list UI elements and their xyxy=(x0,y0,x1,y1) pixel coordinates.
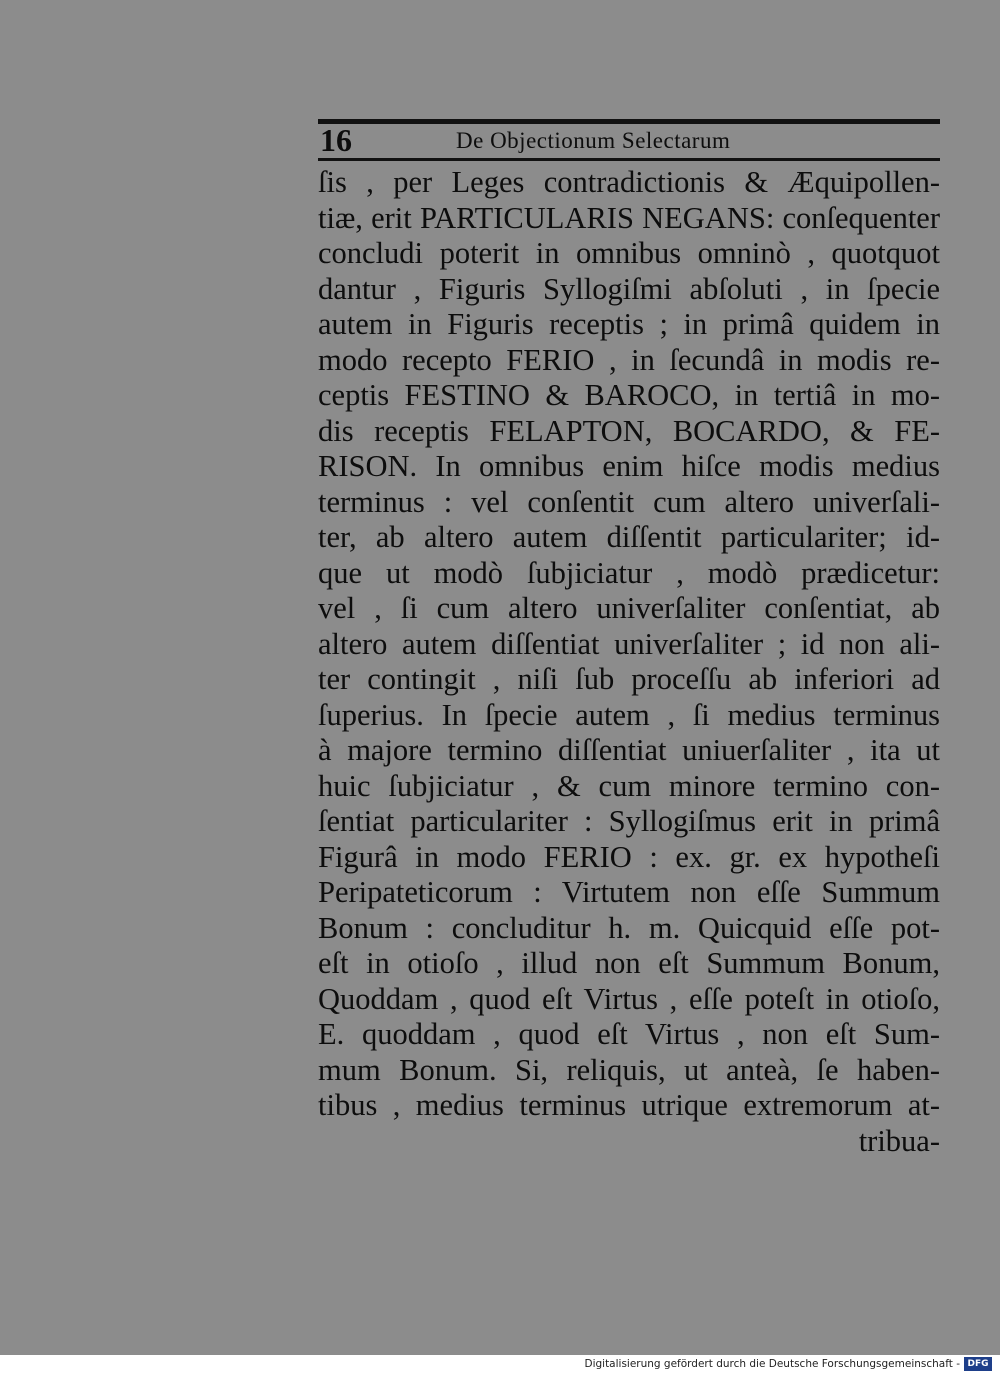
text-line: dantur , Figuris Syllogiſmi abſoluti , in ſpecie xyxy=(318,271,940,306)
text-line: ſentiat particulariter : Syllogiſmus erit in primâ xyxy=(318,804,940,838)
text-line: E. quoddam , quod eſt Virtus , non eſt Sum- xyxy=(318,1017,940,1051)
text-line: Peripateticorum : Virtutem non eſſe Summum xyxy=(318,875,940,909)
text-line: tiæ, erit PARTICULARIS NEGANS: conſequenter xyxy=(318,200,940,235)
text-line: concludi poterit in omnibus omninò , quotquot xyxy=(318,236,940,270)
text-line: tibus , medius terminus utrique extremorum at- xyxy=(318,1088,940,1122)
running-head: De Objectionum Selectarum xyxy=(456,128,731,153)
text-line: Figurâ in modo FERIO : ex. gr. ex hypotheſi xyxy=(318,839,940,874)
text-line: ter contingit , niſi ſub proceſſu ab inferiori ad xyxy=(318,662,940,696)
text-line: à majore termino diſſentiat uniuerſaliter , ita ut xyxy=(318,733,940,767)
text-line: terminus : vel conſentit cum altero univerſali- xyxy=(318,484,940,519)
header-rule-bottom xyxy=(318,158,940,161)
text-line: ceptis FESTINO & BAROCO, in tertiâ in mo- xyxy=(318,378,940,412)
footer-bar xyxy=(0,1355,1000,1375)
header-rule-top xyxy=(318,119,940,124)
text-line: dis receptis FELAPTON, BOCARDO, & FE- xyxy=(318,413,940,448)
text-line: RISON. In omnibus enim hiſce modis medius xyxy=(318,449,940,483)
text-line: altero autem diſſentiat univerſaliter ; id non ali- xyxy=(318,626,940,661)
text-line: autem in Figuris receptis ; in primâ quidem in xyxy=(318,307,940,341)
text-line: ter, ab altero autem diſſentit particulariter; id- xyxy=(318,520,940,554)
text-line: huic ſubjiciatur , & cum minore termino con- xyxy=(318,768,940,803)
text-line: mum Bonum. Si, reliquis, ut anteà, ſe haben- xyxy=(318,1052,940,1087)
text-line: ſuperius. In ſpecie autem , ſi medius terminus xyxy=(318,697,940,732)
footer-credit: Digitalisierung gefördert durch die Deutsche Forschungsgemeinschaft - xyxy=(584,1358,960,1370)
text-line: modo recepto FERIO , in ſecundâ in modis re- xyxy=(318,342,940,377)
catchword: tribua- xyxy=(858,1123,940,1158)
text-line: ſis , per Leges contradictionis & Æquipollen- xyxy=(318,165,940,199)
text-line: que ut modò ſubjiciatur , modò prædicetur: xyxy=(318,555,940,590)
dfg-logo: DFG xyxy=(964,1357,992,1371)
text-line: eſt in otioſo , illud non eſt Summum Bonum, xyxy=(318,946,940,980)
page-number: 16 xyxy=(320,122,352,158)
text-line: Bonum : concluditur h. m. Quicquid eſſe pot- xyxy=(318,910,940,945)
text-line: vel , ſi cum altero univerſaliter conſentiat, ab xyxy=(318,591,940,625)
text-line: Quoddam , quod eſt Virtus , eſſe poteſt in otioſo, xyxy=(318,981,940,1016)
